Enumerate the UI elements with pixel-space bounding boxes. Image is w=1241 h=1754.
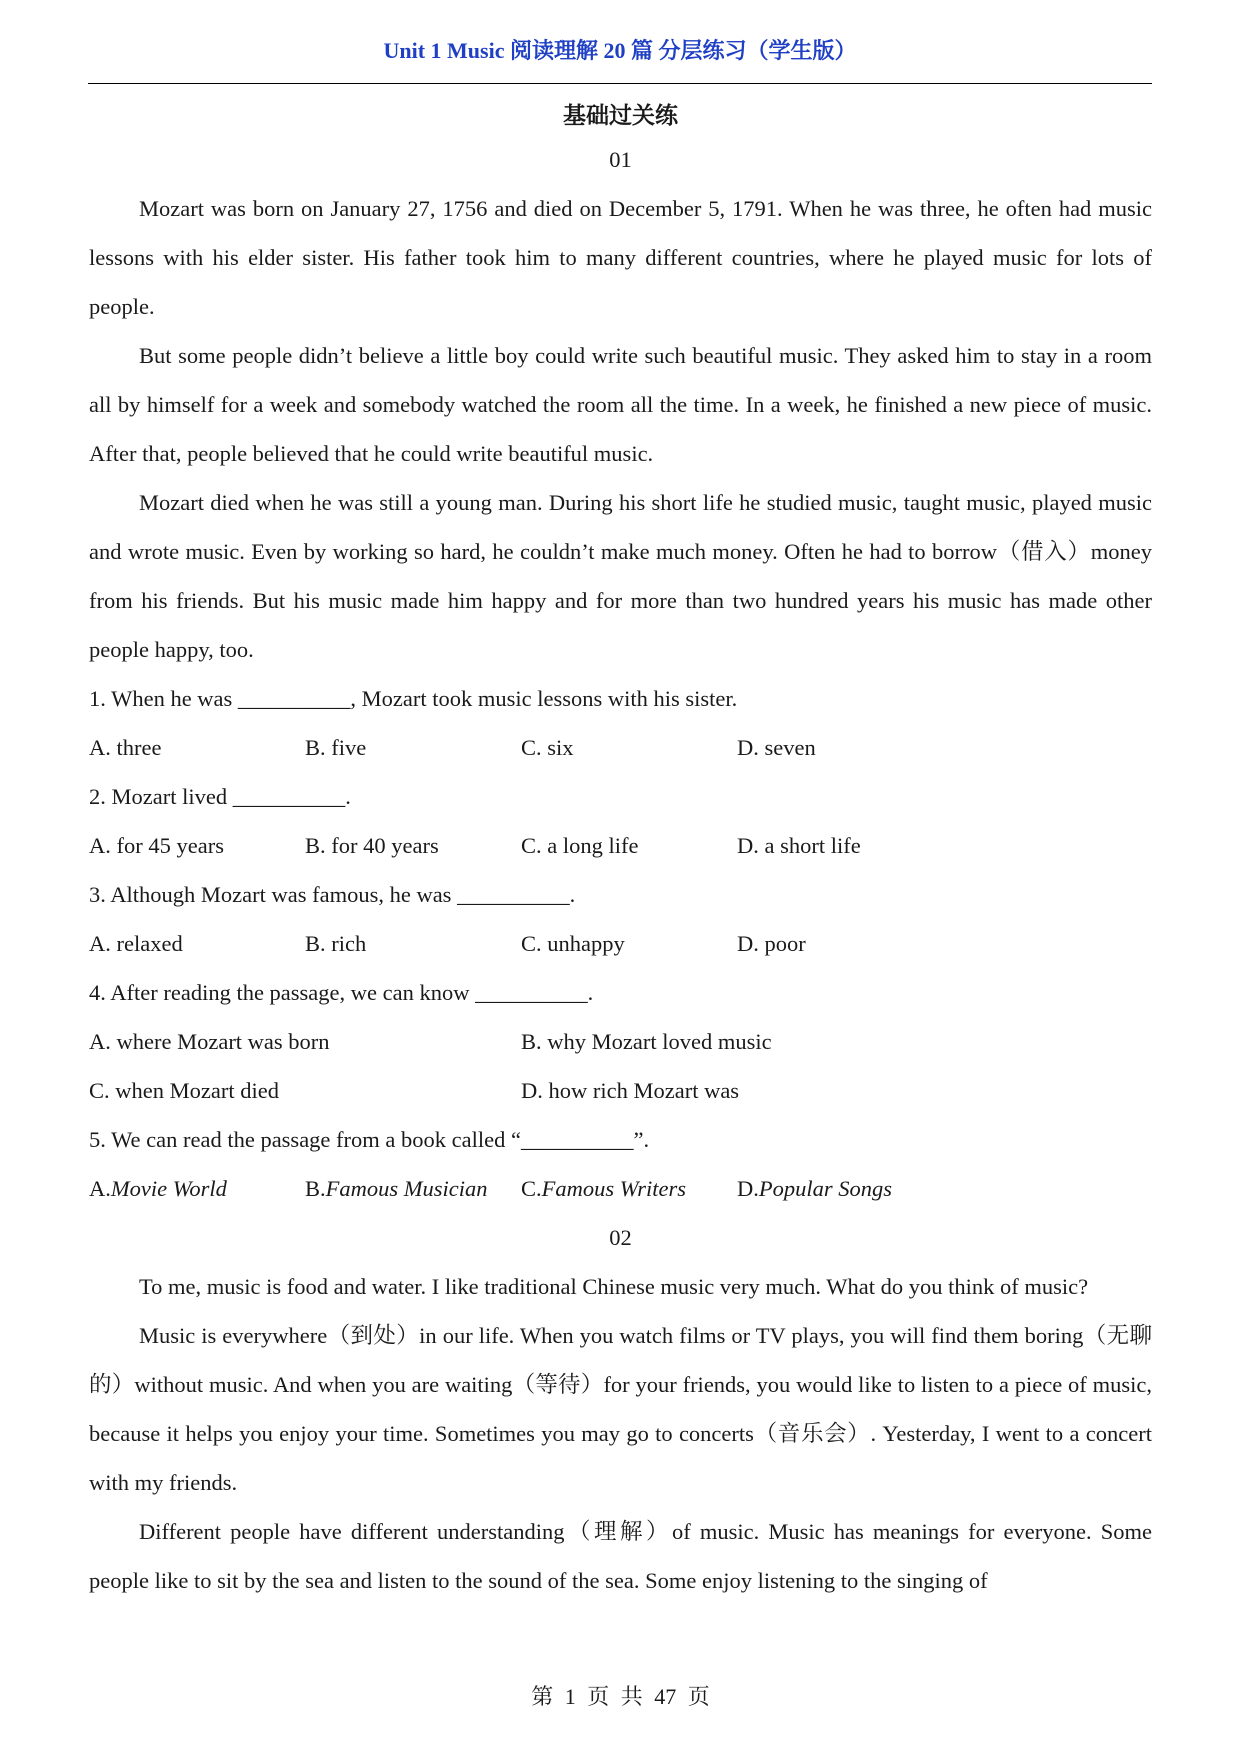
- option-a: A. three: [89, 735, 162, 760]
- book-title: Famous Musician: [325, 1176, 488, 1201]
- passage-number: 01: [609, 147, 632, 172]
- question-options: [89, 1017, 1152, 1066]
- page-content: [89, 91, 1152, 1605]
- option-c: C. a long life: [521, 833, 639, 858]
- option-a: A. where Mozart was born: [89, 1029, 330, 1054]
- option-c: C. unhappy: [521, 931, 625, 956]
- question-stem: 1. When he was __________, Mozart took music lessons with his sister.: [89, 686, 738, 711]
- question-stem: 3. Although Mozart was famous, he was __________.: [89, 882, 576, 907]
- option-d: D. a short life: [737, 833, 861, 858]
- question-options: [89, 1164, 1152, 1213]
- option-d: [737, 1164, 892, 1213]
- option-c: C. six: [521, 735, 574, 760]
- question-stem: 4. After reading the passage, we can know __________.: [89, 980, 594, 1005]
- option-d: D. seven: [737, 735, 816, 760]
- question-options: [89, 821, 1152, 870]
- header-divider: [88, 83, 1152, 84]
- question-options: [89, 723, 1152, 772]
- page-footer: 第 1 页 共 47 页: [531, 1684, 710, 1709]
- book-title: Movie World: [110, 1176, 227, 1201]
- option-letter: C.: [521, 1176, 542, 1201]
- book-title: Famous Writers: [541, 1176, 687, 1201]
- option-letter: B.: [305, 1176, 326, 1201]
- option-a: A. relaxed: [89, 931, 183, 956]
- passage-paragraph: Mozart was born on January 27, 1756 and died on December 5, 1791. When he was three, he often had music lessons with his elder sister. His father took him to many different countries, where he played music for lots of people.: [89, 196, 1152, 319]
- option-a: [89, 1164, 305, 1213]
- section-title: 基础过关练: [563, 103, 678, 128]
- question-stem: 2. Mozart lived __________.: [89, 784, 351, 809]
- option-b: B. rich: [305, 931, 367, 956]
- option-c: [521, 1164, 737, 1213]
- passage-paragraph: Music is everywhere（到处）in our life. When you watch films or TV plays, you will find them boring（无聊的）without music. And when you are waiting（等待）for your friends, you would like to listen to a piece of music, because it helps you enjoy your time. Sometimes you may go to concerts（音乐会）. Yesterday, I went to a concert with my friends.: [89, 1323, 1152, 1495]
- passage-paragraph: But some people didn’t believe a little boy could write such beautiful music. They asked him to stay in a room all by himself for a week and somebody watched the room all the time. In a week, he finished a new piece of music. After that, people believed that he could write beautiful music.: [89, 343, 1152, 466]
- page-header-title: Unit 1 Music 阅读理解 20 篇 分层练习（学生版）: [383, 38, 857, 63]
- option-c: C. when Mozart died: [89, 1078, 279, 1103]
- option-b: B. five: [305, 735, 367, 760]
- question-stem: 5. We can read the passage from a book called “__________”.: [89, 1127, 650, 1152]
- passage-paragraph: Mozart died when he was still a young man. During his short life he studied music, taught music, played music and wrote music. Even by working so hard, he couldn’t make much money. Often he had to borrow（借入）money from his friends. But his music made him happy and for more than two hundred years his music has made other people happy, too.: [89, 490, 1152, 662]
- option-d: D. poor: [737, 931, 806, 956]
- passage-paragraph: Different people have different understanding（理解）of music. Music has meanings for everyone. Some people like to sit by the sea and listen to the sound of the sea. Some enjoy listening to the singing of: [89, 1519, 1152, 1593]
- option-letter: A.: [89, 1176, 111, 1201]
- question-options: [89, 919, 1152, 968]
- question-options: [89, 1066, 1152, 1115]
- book-title: Popular Songs: [758, 1176, 893, 1201]
- option-b: B. for 40 years: [305, 833, 439, 858]
- option-b: [305, 1164, 521, 1213]
- option-d: D. how rich Mozart was: [521, 1078, 740, 1103]
- option-a: A. for 45 years: [89, 833, 224, 858]
- passage-paragraph: To me, music is food and water. I like traditional Chinese music very much. What do you think of music?: [139, 1274, 1089, 1299]
- option-letter: D.: [737, 1176, 759, 1201]
- option-b: B. why Mozart loved music: [521, 1029, 772, 1054]
- passage-number: 02: [609, 1225, 632, 1250]
